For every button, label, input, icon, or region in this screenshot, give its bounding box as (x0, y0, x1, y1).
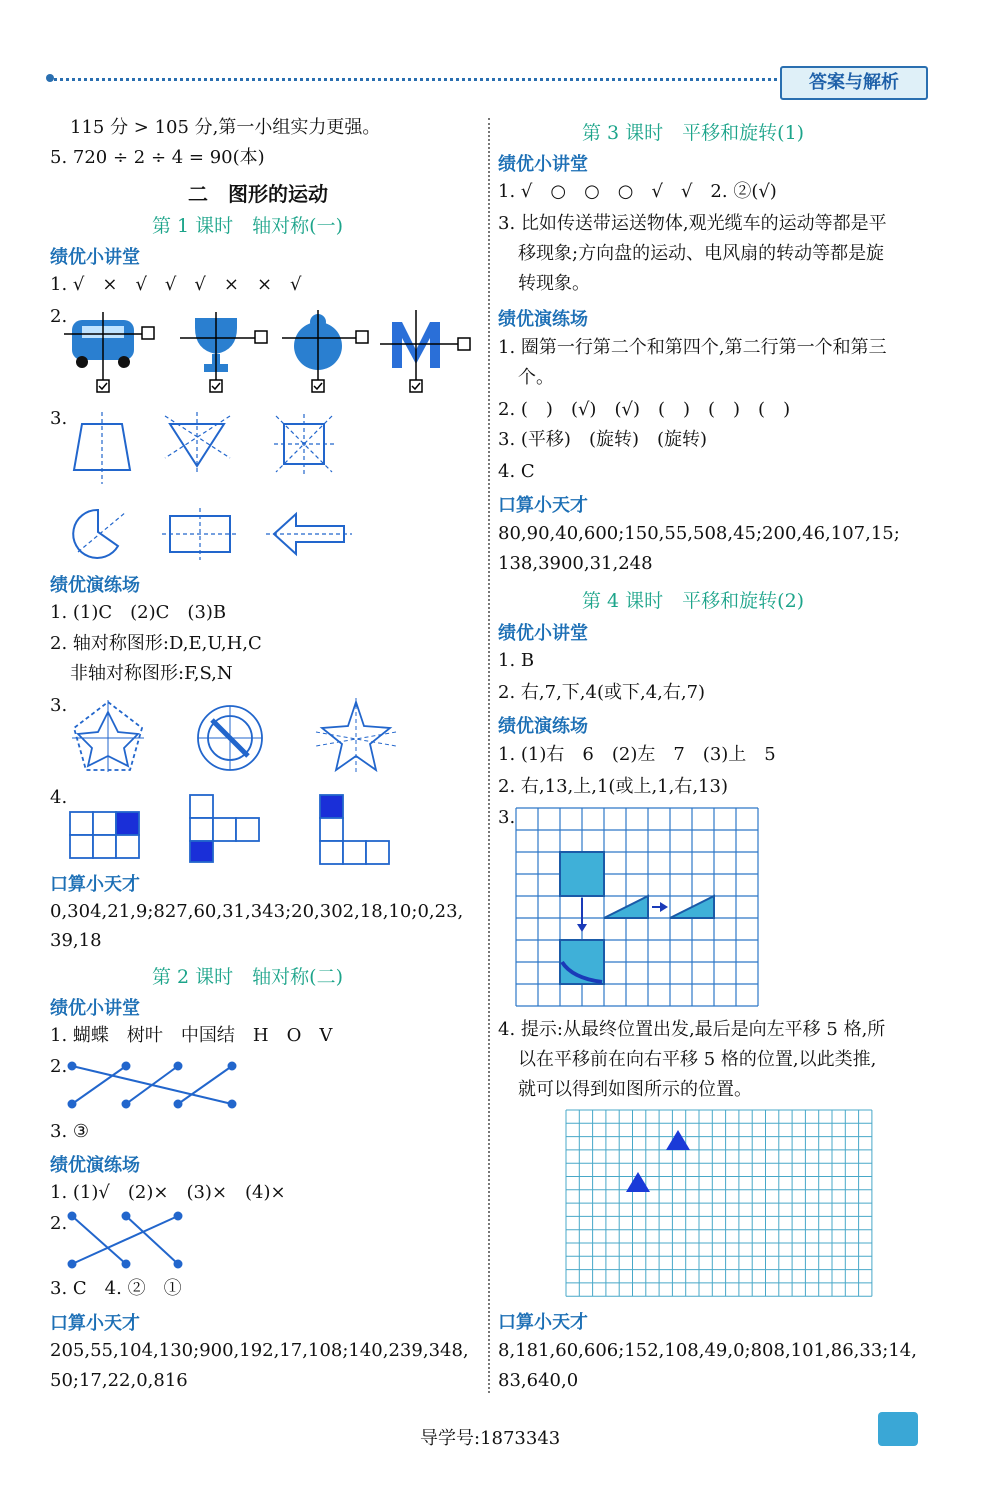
answer-line: 1. (1)C (2)C (3)B (50, 602, 227, 623)
answer-line: 83,640,0 (498, 1370, 579, 1391)
answer-line: 就可以得到如图所示的位置。 (518, 1079, 752, 1100)
chapter-title: 二 图形的运动 (188, 182, 328, 206)
answer-line: 1. 蝴蝶 树叶 中国结 H O V (50, 1025, 333, 1046)
triangle-shape (170, 424, 224, 466)
answer-line: 1. √ × √ √ √ × × √ (50, 274, 302, 295)
answer-label: 2. (50, 1213, 68, 1234)
answer-line: 205,55,104,130;900,192,17,108;140,239,348, (50, 1340, 469, 1361)
answer-label: 2. (50, 1056, 68, 1077)
section-heading: 绩优小讲堂 (498, 623, 588, 644)
answer-line: 2. 轴对称图形:D,E,U,H,C (50, 633, 262, 654)
answer-line: 4. C (498, 461, 535, 482)
section-heading: 口算小天才 (50, 874, 140, 895)
answer-label: 4. (50, 787, 68, 808)
answer-label: 3. (50, 695, 68, 716)
answer-line: 4. 提示:从最终位置出发,最后是向左平移 5 格,所 (498, 1019, 886, 1040)
answer-line: 1. √ ○ ○ ○ √ √ 2. ②(√) (498, 181, 777, 202)
answer-line: 1. 圈第一行第二个和第四个,第二行第一个和第三 (498, 337, 887, 358)
answer-line: 个。 (518, 367, 554, 388)
answer-line: 80,90,40,600;150,55,508,45;200,46,107,15; (498, 523, 900, 544)
answer-line: 8,181,60,606;152,108,49,0;808,101,86,33;14, (498, 1340, 917, 1361)
section-heading: 绩优小讲堂 (50, 998, 140, 1019)
header-dotted-line (48, 78, 783, 81)
answer-label: 3. (50, 408, 68, 429)
answer-line: 3. ③ (50, 1121, 90, 1142)
answer-label: 3. (498, 807, 516, 828)
translation-grid-2 (0, 0, 1, 1)
column-divider (488, 118, 490, 1393)
answer-line: 转现象。 (518, 273, 590, 294)
lesson-title: 第 3 课时 平移和旋转(1) (582, 122, 805, 144)
section-heading: 口算小天才 (50, 1313, 140, 1334)
lesson-title: 第 4 课时 平移和旋转(2) (582, 590, 805, 612)
section-heading: 绩优演练场 (498, 309, 588, 330)
section-heading: 绩优小讲堂 (498, 154, 588, 175)
answer-line: 1. (1)右 6 (2)左 7 (3)上 5 (498, 744, 776, 765)
section-heading: 绩优演练场 (50, 575, 140, 596)
answer-line: 以在平移前在向右平移 5 格的位置,以此类推, (518, 1049, 877, 1070)
answer-line: 2. 右,7,下,4(或下,4,右,7) (498, 682, 706, 703)
trophy-figure (180, 312, 267, 392)
section-heading: 口算小天才 (498, 495, 588, 516)
answer-line: 2. 右,13,上,1(或上,1,右,13) (498, 776, 728, 797)
answer-line: 1. B (498, 650, 535, 671)
answer-label: 2. (50, 306, 68, 327)
section-heading: 口算小天才 (498, 1312, 588, 1333)
section-heading: 绩优演练场 (498, 716, 588, 737)
answer-line: 3. C 4. ② ① (50, 1278, 182, 1299)
text-line: 115 分 > 105 分,第一小组实力更强。 (70, 117, 381, 138)
lesson-title: 第 2 课时 轴对称(二) (152, 966, 343, 988)
ladybug-figure (282, 310, 368, 392)
answer-line: 2. ( ) (√) (√) ( ) ( ) ( ) (498, 399, 791, 420)
answer-line: 移现象;方向盘的运动、电风扇的转动等都是旋 (518, 243, 885, 264)
text-line: 5. 720 ÷ 2 ÷ 4 = 90(本) (50, 147, 265, 168)
answer-line: 1. (1)√ (2)× (3)× (4)× (50, 1182, 286, 1203)
answer-line: 3. 比如传送带运送物体,观光缆车的运动等都是平 (498, 213, 887, 234)
answer-line: 138,3900,31,248 (498, 553, 653, 574)
answer-line: 50;17,22,0,816 (50, 1370, 188, 1391)
page-number-badge (878, 1412, 918, 1446)
answer-line: 0,304,21,9;827,60,31,343;20,302,18,10;0,23, (50, 901, 464, 922)
lesson-title: 第 1 课时 轴对称(一) (152, 215, 343, 237)
answer-line: 非轴对称图形:F,S,N (70, 663, 233, 684)
answer-line: 39,18 (50, 930, 102, 951)
letter-m-figure (380, 310, 470, 392)
section-heading: 绩优小讲堂 (50, 247, 140, 268)
footer-code: 导学号:1873343 (420, 1428, 561, 1449)
section-heading: 绩优演练场 (50, 1155, 140, 1176)
car-figure (64, 312, 154, 392)
header-tab: 答案与解析 (780, 66, 928, 100)
answer-line: 3. (平移) (旋转) (旋转) (498, 429, 708, 450)
